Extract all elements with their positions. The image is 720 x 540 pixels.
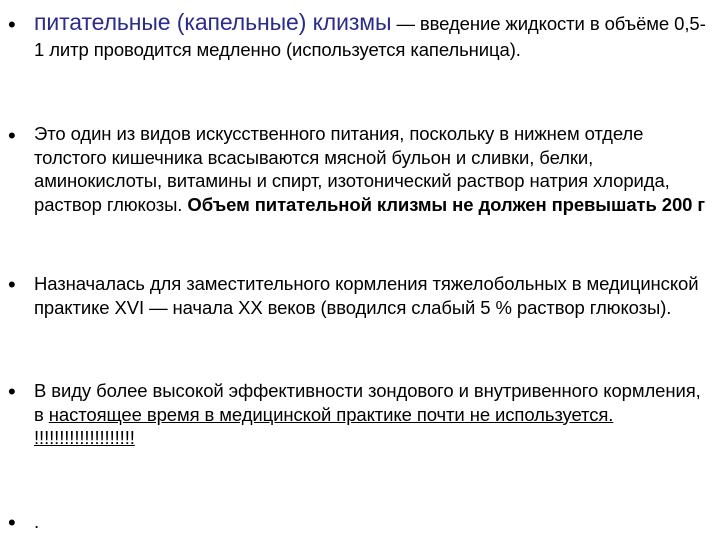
paragraph-text: В виду более высокой эффективности зондового и внутривенного кормления, в [34,380,701,425]
paragraph-text: Назначалась для заместительного кормления тяжелобольных в медицинской практике XVI — начала XX веков (вводился слабый 5 % раствор глюкозы). [34,273,699,318]
bullet-marker: • [8,510,16,535]
paragraph-text: . [34,511,40,532]
paragraph-history [34,272,710,319]
bullet-marker: • [8,272,16,297]
bullet-marker: • [8,379,16,404]
bold-volume-limit: Объем питательной клизмы не должен превышать 200 г [187,193,706,215]
slide-title: питательные (капельные) клизмы [34,9,392,35]
paragraph-current-practice [34,379,710,450]
bullet-marker: • [8,12,16,37]
bullet-marker: • [8,123,16,148]
paragraph-empty [34,510,710,534]
paragraph-text: — введение жидкости в объёме 0,5-1 литр проводится медленно (используется капельница). [34,13,706,60]
underlined-note: настоящее время в медицинской практике почти не используется. !!!!!!!!!!!!!!!!!!!! [34,403,614,448]
paragraph-text: Это один из видов искусственного питания, поскольку в нижнем отделе толстого кишечника всасываются мясной бульон и сливки, белки, аминокислоты, витамины и спирт, изотонический раствор натрия хлорида, раствор глюкозы. [34,123,670,215]
paragraph-artificial-feeding [34,122,710,216]
paragraph-enema-definition [34,9,710,63]
